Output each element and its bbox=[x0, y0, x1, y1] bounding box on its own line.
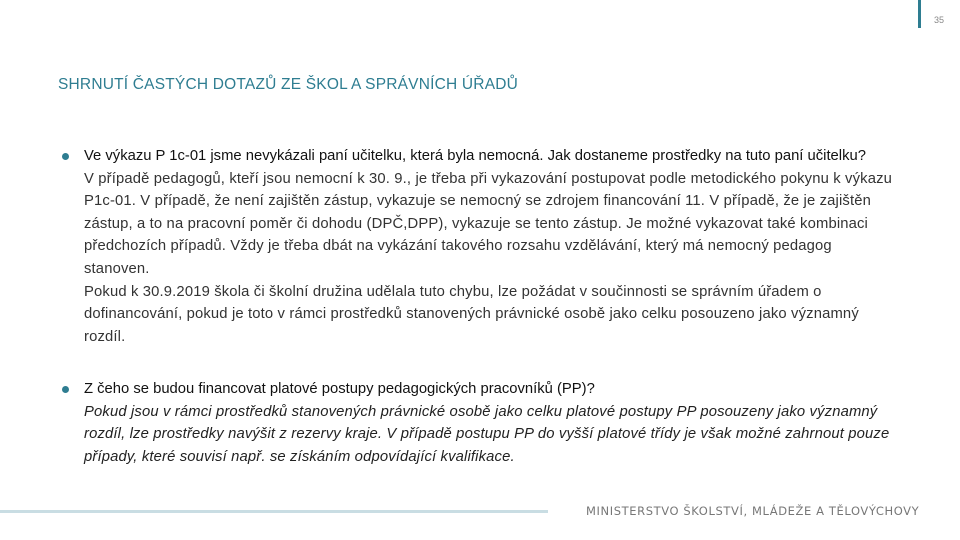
answer-text: V případě pedagogů, kteří jsou nemocní k 30. 9., je třeba při vykazování postupovat podle metodického pokynu k výkazu P1c-01. V případě, že není zajištěn zástup, vykazuje se nemocný se zdrojem financování 11. V případě, že je zajištěn zástup, a to na pracovní poměr či dohodu (DPČ,DPP), vykazuje se tento zástup. Je možné vykazovat také kombinaci předchozích případů. Vždy je třeba dbát na vykázání takového rozsahu vzdělávání, který má nemocný pedagog stanoven. bbox=[84, 170, 893, 277]
question-text: Z čeho se budou financovat platové postupy pedagogických pracovníků (PP)? bbox=[84, 381, 595, 397]
bullet-icon bbox=[62, 153, 69, 160]
question-text: Ve výkazu P 1c-01 jsme nevykázali paní učitelku, která byla nemocná. Jak dostaneme prostředky na tuto paní učitelku? bbox=[84, 148, 866, 164]
qa-item bbox=[62, 378, 892, 468]
page-number: 35 bbox=[934, 15, 945, 25]
top-accent-rule bbox=[918, 0, 921, 28]
answer-text: Pokud jsou v rámci prostředků stanovených právnické osobě jako celku platové postupy PP posouzeny jako významný rozdíl, lze prostředky navýšit z rezervy kraje. V případě postupu PP do vyšší platové třídy je však možné zahrnout pouze případy, které souvisí např. se získáním odpovídající kvalifikace. bbox=[84, 403, 890, 465]
ministry-logo-text: MINISTERSTVO ŠKOLSTVÍ, MLÁDEŽE A TĚLOVÝCHOVY bbox=[586, 504, 920, 518]
bullet-icon bbox=[62, 386, 69, 393]
qa-item bbox=[62, 145, 892, 348]
footer-divider bbox=[0, 510, 548, 513]
answer-text: Pokud k 30.9.2019 škola či školní družina udělala tuto chybu, lze požádat v součinnosti se správním úřadem o dofinancování, pokud je toto v rámci prostředků stanovených právnické osobě jako celku posouzeno jako významný rozdíl. bbox=[84, 283, 859, 345]
slide-title: SHRNUTÍ ČASTÝCH DOTAZŮ ZE ŠKOL A SPRÁVNÍCH ÚŘADŮ bbox=[58, 76, 519, 93]
